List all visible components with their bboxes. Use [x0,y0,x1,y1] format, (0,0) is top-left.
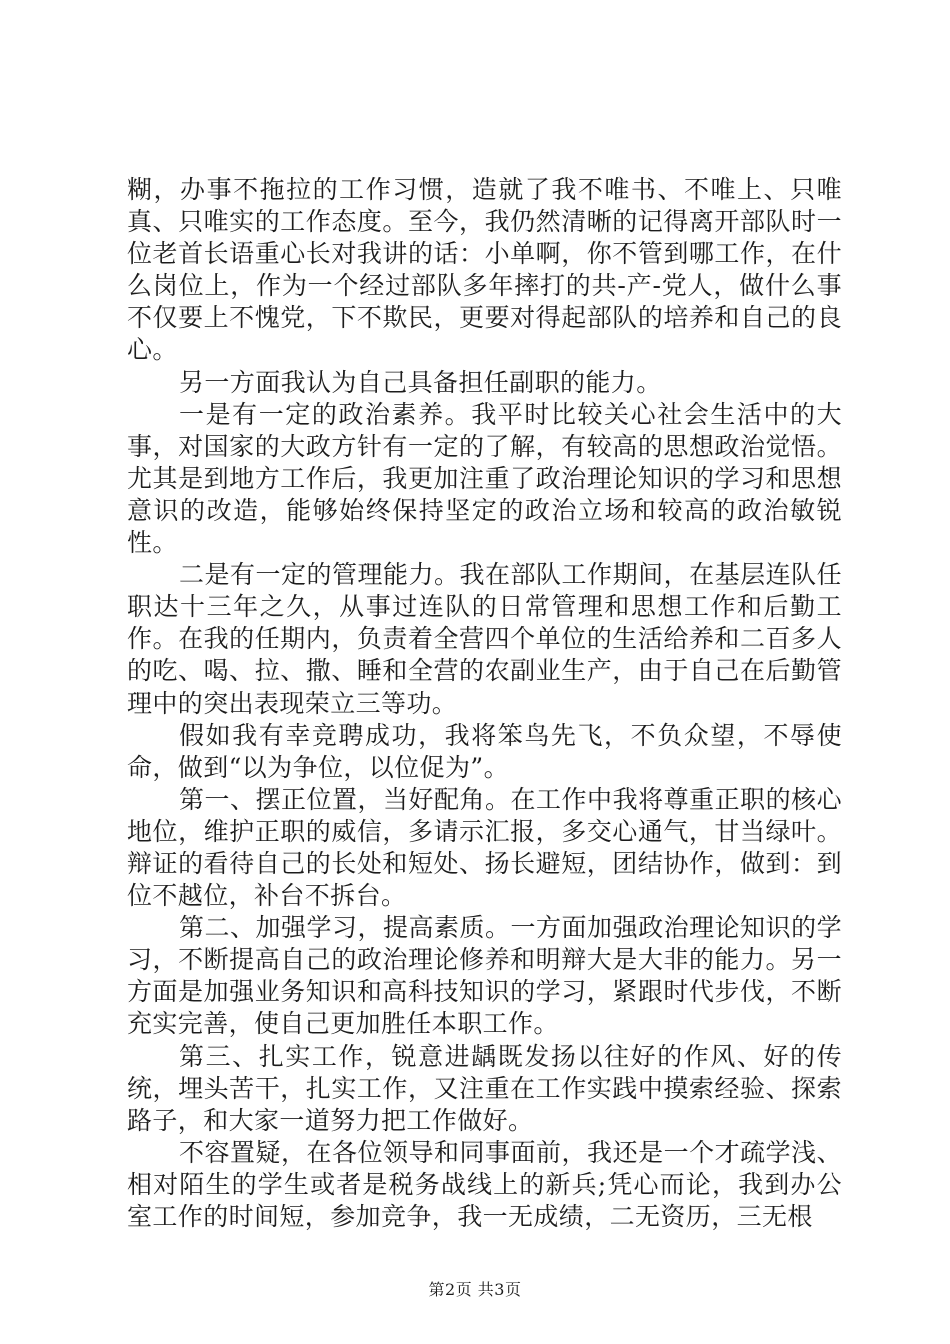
paragraph: 第三、扎实工作，锐意进龋既发扬以往好的作风、好的传统，埋头苦干，扎实工作，又注重在工作实践中摸索经验、探索路子，和大家一道努力把工作做好。 [127,1041,842,1135]
paragraph: 第一、摆正位置，当好配角。在工作中我将尊重正职的核心地位，维护正职的威信，多请示汇报，多交心通气，甘当绿叶。辩证的看待自己的长处和短处、扬长避短，团结协作，做到：到位不越位，补台不拆台。 [127,784,842,911]
paragraph: 不容置疑，在各位领导和同事面前，我还是一个才疏学浅、相对陌生的学生或者是税务战线上的新兵;凭心而论，我到办公室工作的时间短，参加竞争，我一无成绩，二无资历，三无根 [127,1137,842,1231]
paragraph: 第二、加强学习，提高素质。一方面加强政治理论知识的学习，不断提高自己的政治理论修养和明辩大是大非的能力。另一方面是加强业务知识和高科技知识的学习，紧跟时代步伐，不断充实完善，使自己更加胜任本职工作。 [127,913,842,1039]
paragraph: 假如我有幸竞聘成功，我将笨鸟先飞，不负众望，不辱使命，做到“以为争位，以位促为”。 [127,720,842,782]
paragraph: 另一方面我认为自己具备担任副职的能力。 [179,367,662,397]
paragraph: 一是有一定的政治素养。我平时比较关心社会生活中的大事，对国家的大政方针有一定的了解，有较高的思想政治觉悟。尤其是到地方工作后，我更加注重了政治理论知识的学习和思想意识的改造，能够始终保持坚定的政治立场和较高的政治敏锐性。 [127,399,842,558]
document-body [127,174,842,1233]
page-footer: 第2页 共3页 [428,1280,522,1299]
paragraph: 二是有一定的管理能力。我在部队工作期间，在基层连队任职达十三年之久，从事过连队的日常管理和思想工作和后勤工作。在我的任期内，负责着全营四个单位的生活给养和二百多人的吃、喝、拉、撒、睡和全营的农副业生产，由于自己在后勤管理中的突出表现荣立三等功。 [127,560,842,718]
paragraph: 糊，办事不拖拉的工作习惯，造就了我不唯书、不唯上、只唯真、只唯实的工作态度。至今，我仍然清晰的记得离开部队时一位老首长语重心长对我讲的话：小单啊，你不管到哪工作，在什么岗位上，作为一个经过部队多年摔打的共-产-党人，做什么事不仅要上不愧党，下不欺民，更要对得起部队的培养和自己的良心。 [127,175,842,365]
